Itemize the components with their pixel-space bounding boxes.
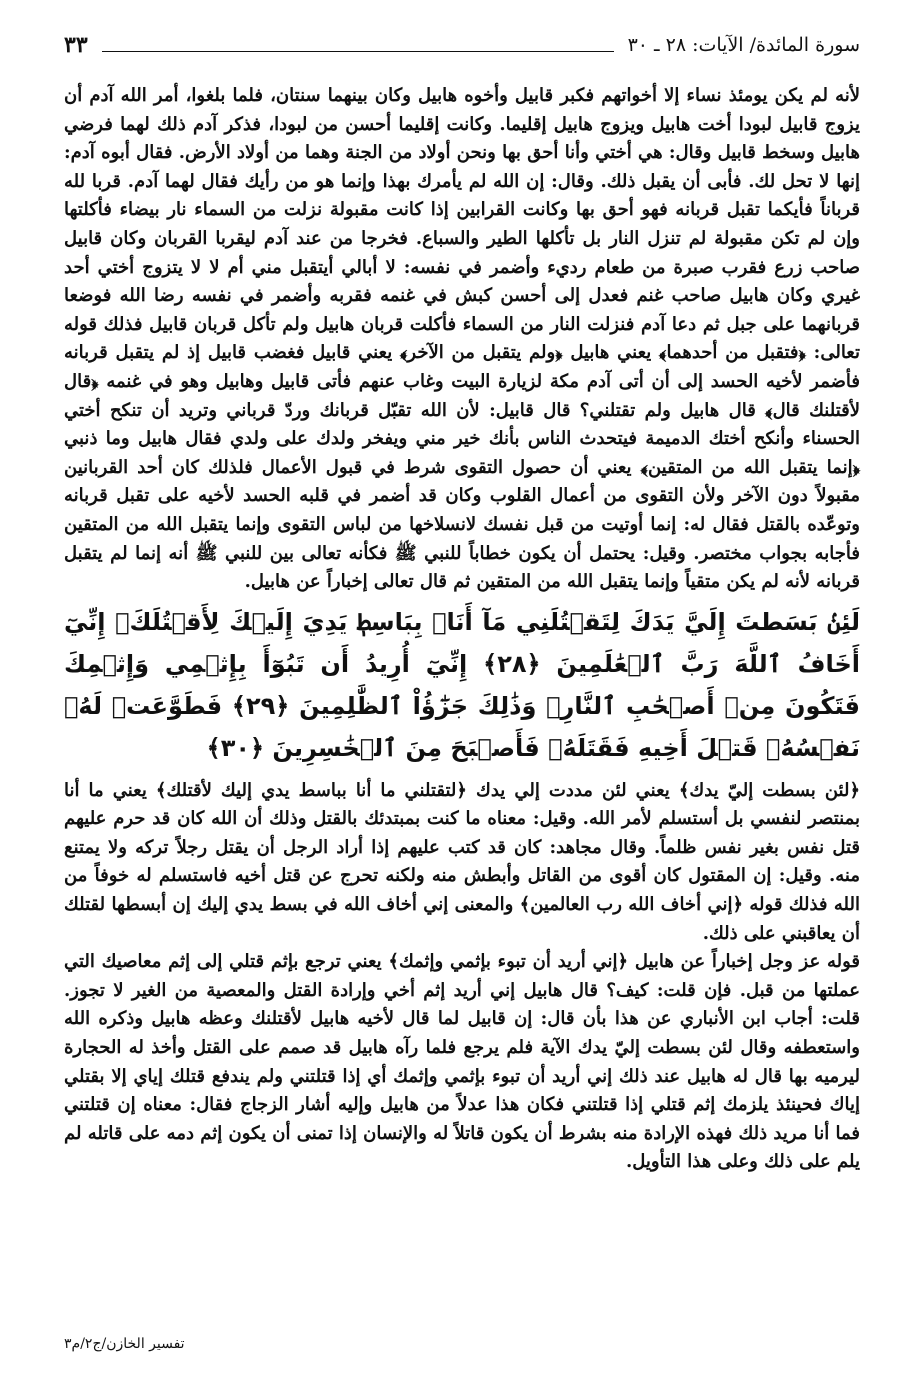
commentary-text [64,777,860,1177]
paragraph: قوله عز وجل إخباراً عن هابيل ﴿إني أريد أن تبوء بإثمي وإثمك﴾ يعني ترجع بإثم قتلي إلى إثم معاصيك التي عملتها من قبل. فإن قلت: كيف؟ قال هابيل إني أريد إثم أخي وإرادة القتل والمعصية من الغير لا تجوز. قلت: أجاب ابن الأنباري عن هذا بأن قال: إن قابيل لما قال لأخيه هابيل لأقتلنك وعظه هابيل وذكره الله واستعطفه وقال لئن بسطت إليّ يدك الآية فلم يرجع فلما رآه هابيل قد صمم على القتل وأخذ له الحجارة ليرميه بها قال له هابيل عند ذلك إني أريد أن تبوء بإثمي وإثمك أي إذا قتلتني ولم يندفع قتلك إياي إلا بقتلي إياك فحينئذ يلزمك إثم قتلي إذا قتلتني فكان هذا عدلاً من هابيل وإليه أشار الزجاج فقال: معناه إن قتلتني فما أنا مريد ذلك فهذه الإرادة منه بشرط أن يكون قاتلاً له والإنسان إذا تمنى أن يكون إثم دمه على قاتله لم يلم على ذلك وعلى هذا التأويل. [64,951,860,1173]
paragraph: لأنه لم يكن يومئذ نساء إلا أخواتهم فكبر قابيل وأخوه هابيل وكان بينهما سنتان، فلما بلغوا، أمر الله آدم أن يزوج قابيل لبودا أخت هابيل ويزوج هابيل إقليما. وكانت إقليما أحسن من لبودا، فذكر آدم ذلك لهما فرضي هابيل وسخط قابيل وقال: هي أختي وأنا أحق بها ونحن أولاد من الجنة وهما من أولاد الأرض. فقال أبوه آدم: إنها لا تحل لك. فأبى أن يقبل ذلك. وقال: إن الله لم يأمرك بهذا وإنما هو من رأيك فقال لهما آدم. قربا لله قرباناً فأيكما تقبل قربانه فهو أحق بها وكانت القرابين إذا كانت مقبولة نزلت من السماء نار بيضاء فأكلتها وإن لم تكن مقبولة لم تنزل النار بل تأكلها الطير والسباع. فخرجا من عند آدم ليقربا القربان وكان قابيل صاحب زرع فقرب صبرة من طعام رديء وأضمر في نفسه: لا أبالي أيتقبل مني أم لا لا يتزوج أختي أحد غيري وكان هابيل صاحب غنم فعدل إلى أحسن كبش في غنمه فقربه وأضمر في نفسه رضا الله فوضعا قربانهما على جبل ثم دعا آدم فنزلت النار من السماء فأكلت قربان هابيل ولم تأكل قربان قابيل فذلك قوله تعالى: ﴿فتقبل من أحدهما﴾ يعني هابيل ﴿ولم يتقبل من الآخر﴾ يعني قابيل فغضب قابيل إذ لم يتقبل قربانه فأضمر لأخيه الحسد إلى أن أتى آدم مكة لزيارة البيت وغاب عنهم فأتى قابيل وهابيل وهو في غنمه ﴿قال لأقتلنك قال﴾ قال هابيل ولم تقتلني؟ قال قابيل: لأن الله تقبّل قربانك وردّ قرباني وتريد أن تنكح أختي الحسناء وأنكح أختك الدميمة فيتحدث الناس بأنك خير مني ويفخر ولدك على ولدي فقال هابيل وما ذنبي ﴿إنما يتقبل الله من المتقين﴾ يعني أن حصول التقوى شرط في قبول الأعمال فلذلك كان أحد القربانين مقبولاً دون الآخر ولأن التقوى من أعمال القلوب وكان قد أضمر في قلبه الحسد لأخيه على تقبل قربانه وتوعّده بالقتل فقال له: إنما أوتيت من قبل نفسك لانسلاخها من لباس التقوى وإنما يتقبل الله من المتقين فأجابه بجواب مختصر. وقيل: يحتمل أن يكون خطاباً للنبي ﷺ فكأنه تعالى بين للنبي ﷺ أنه إنما لم يتقبل قربانه لأنه لم يكن متقياً وإنما يتقبل الله من المتقين ثم قال تعالى إخباراً عن هابيل. [64,85,861,593]
main-text [64,82,860,597]
quran-verse: لَئِنۢ بَسَطتَ إِلَيَّ يَدَكَ لِتَقۡتُلَنِي مَآ أَنَا۠ بِبَاسِطٖ يَدِيَ إِلَيۡكَ لِأَقۡتُلَكَۖ إِنِّيٓ أَخَافُ ٱللَّهَ رَبَّ ٱلۡعَٰلَمِينَ ﴿٢٨﴾ إِنِّيٓ أُرِيدُ أَن تَبُوٓأَ بِإِثۡمِي وَإِثۡمِكَ فَتَكُونَ مِنۡ أَصۡحَٰبِ ٱلنَّارِۚ وَذَٰلِكَ جَزَٰٓؤُاْ ٱلظَّٰلِمِينَ ﴿٢٩﴾ فَطَوَّعَتۡ لَهُۥ نَفۡسُهُۥ قَتۡلَ أَخِيهِ فَقَتَلَهُۥ فَأَصۡبَحَ مِنَ ٱلۡخَٰسِرِينَ ﴿٣٠﴾ [64,607,861,762]
header-rule [102,51,614,52]
footer-signature: تفسير الخازن/ج٢/م٣ [64,1336,185,1352]
paragraph: ﴿لئن بسطت إليّ يدك﴾ يعني لئن مددت إلي يدك ﴿لتقتلني ما أنا بباسط يدي إليك لأقتلك﴾ يعني ما أنا بمنتصر لنفسي بل أستسلم لأمر الله. وقيل: معناه ما كنت بمبتدئك بالقتل وذلك أن الله كان قد حرم عليهم قتل نفس بغير نفس ظلماً. وقال مجاهد: كان قد كتب عليهم إذا أراد الرجل أن يقتل رجلاً تركه ولا يمتنع منه. وقيل: إن المقتول كان أقوى من القاتل وأبطش منه ولكنه تحرج عن قتل أخيه فاستسلم له خوفاً من الله فذلك قوله ﴿إني أخاف الله رب العالمين﴾ والمعنى إني أخاف الله في بسط يدي إليك إن أبسطها لقتلك أن يعاقبني على ذلك. [64,779,860,944]
page-number: ٣٣ [64,32,88,58]
running-title: سورة المائدة/ الآيات: ٢٨ ـ ٣٠ [627,34,860,56]
page-header [64,30,860,60]
